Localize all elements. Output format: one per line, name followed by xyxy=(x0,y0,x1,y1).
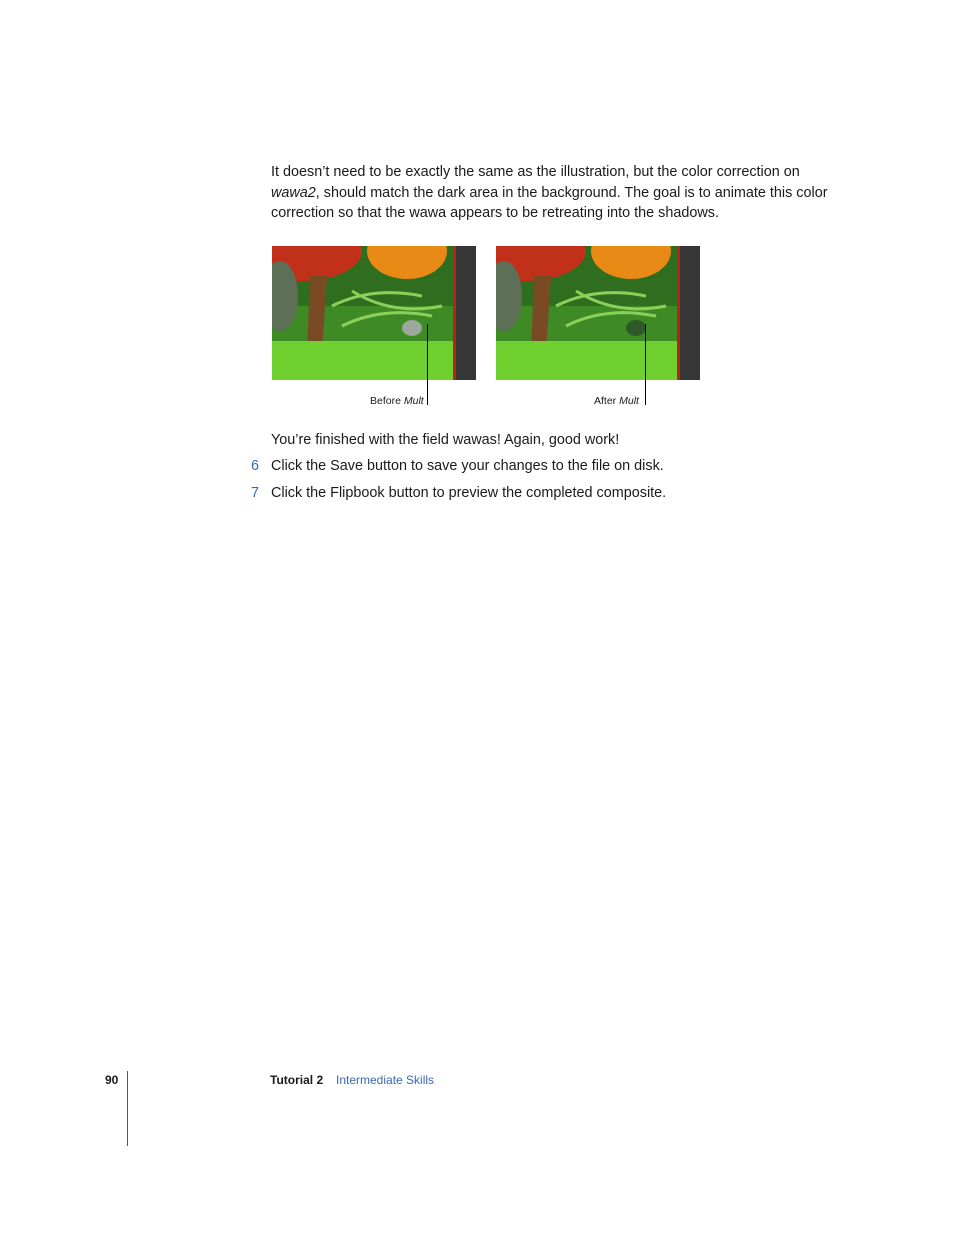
footer-page-number: 90 xyxy=(105,1073,119,1087)
step-7-text: Click the Flipbook button to preview the completed composite. xyxy=(271,485,667,501)
after-leader-line xyxy=(645,324,646,405)
finished-paragraph: You’re finished with the field wawas! Again, good work! xyxy=(271,432,620,448)
footer-divider xyxy=(127,1071,128,1146)
intro-italic-word: wawa2 xyxy=(271,184,316,201)
before-caption-label: Before xyxy=(370,395,401,407)
intro-text-1: It doesn’t need to be exactly the same as the illustration, but the color correction on xyxy=(271,164,800,180)
intro-text-2: , should match the dark area in the background. The goal is to animate this color correction so that the wawa appears to be retreating into the shadows. xyxy=(271,184,828,222)
step-6-number: 6 xyxy=(251,458,260,474)
before-leader-line xyxy=(427,324,428,405)
footer-chapter: Tutorial 2 xyxy=(270,1073,324,1087)
step-7-number: 7 xyxy=(251,485,260,501)
before-caption xyxy=(370,394,424,408)
figure-after-image xyxy=(496,246,700,380)
figure-before-image xyxy=(272,246,476,380)
footer-section: Intermediate Skills xyxy=(336,1073,435,1087)
after-caption xyxy=(594,394,639,408)
intro-paragraph xyxy=(271,162,831,224)
before-caption-italic: Mult xyxy=(403,395,424,407)
step-6-text: Click the Save button to save your changes to the file on disk. xyxy=(271,458,664,474)
after-caption-label: After xyxy=(594,395,617,407)
after-caption-italic: Mult xyxy=(619,395,639,407)
